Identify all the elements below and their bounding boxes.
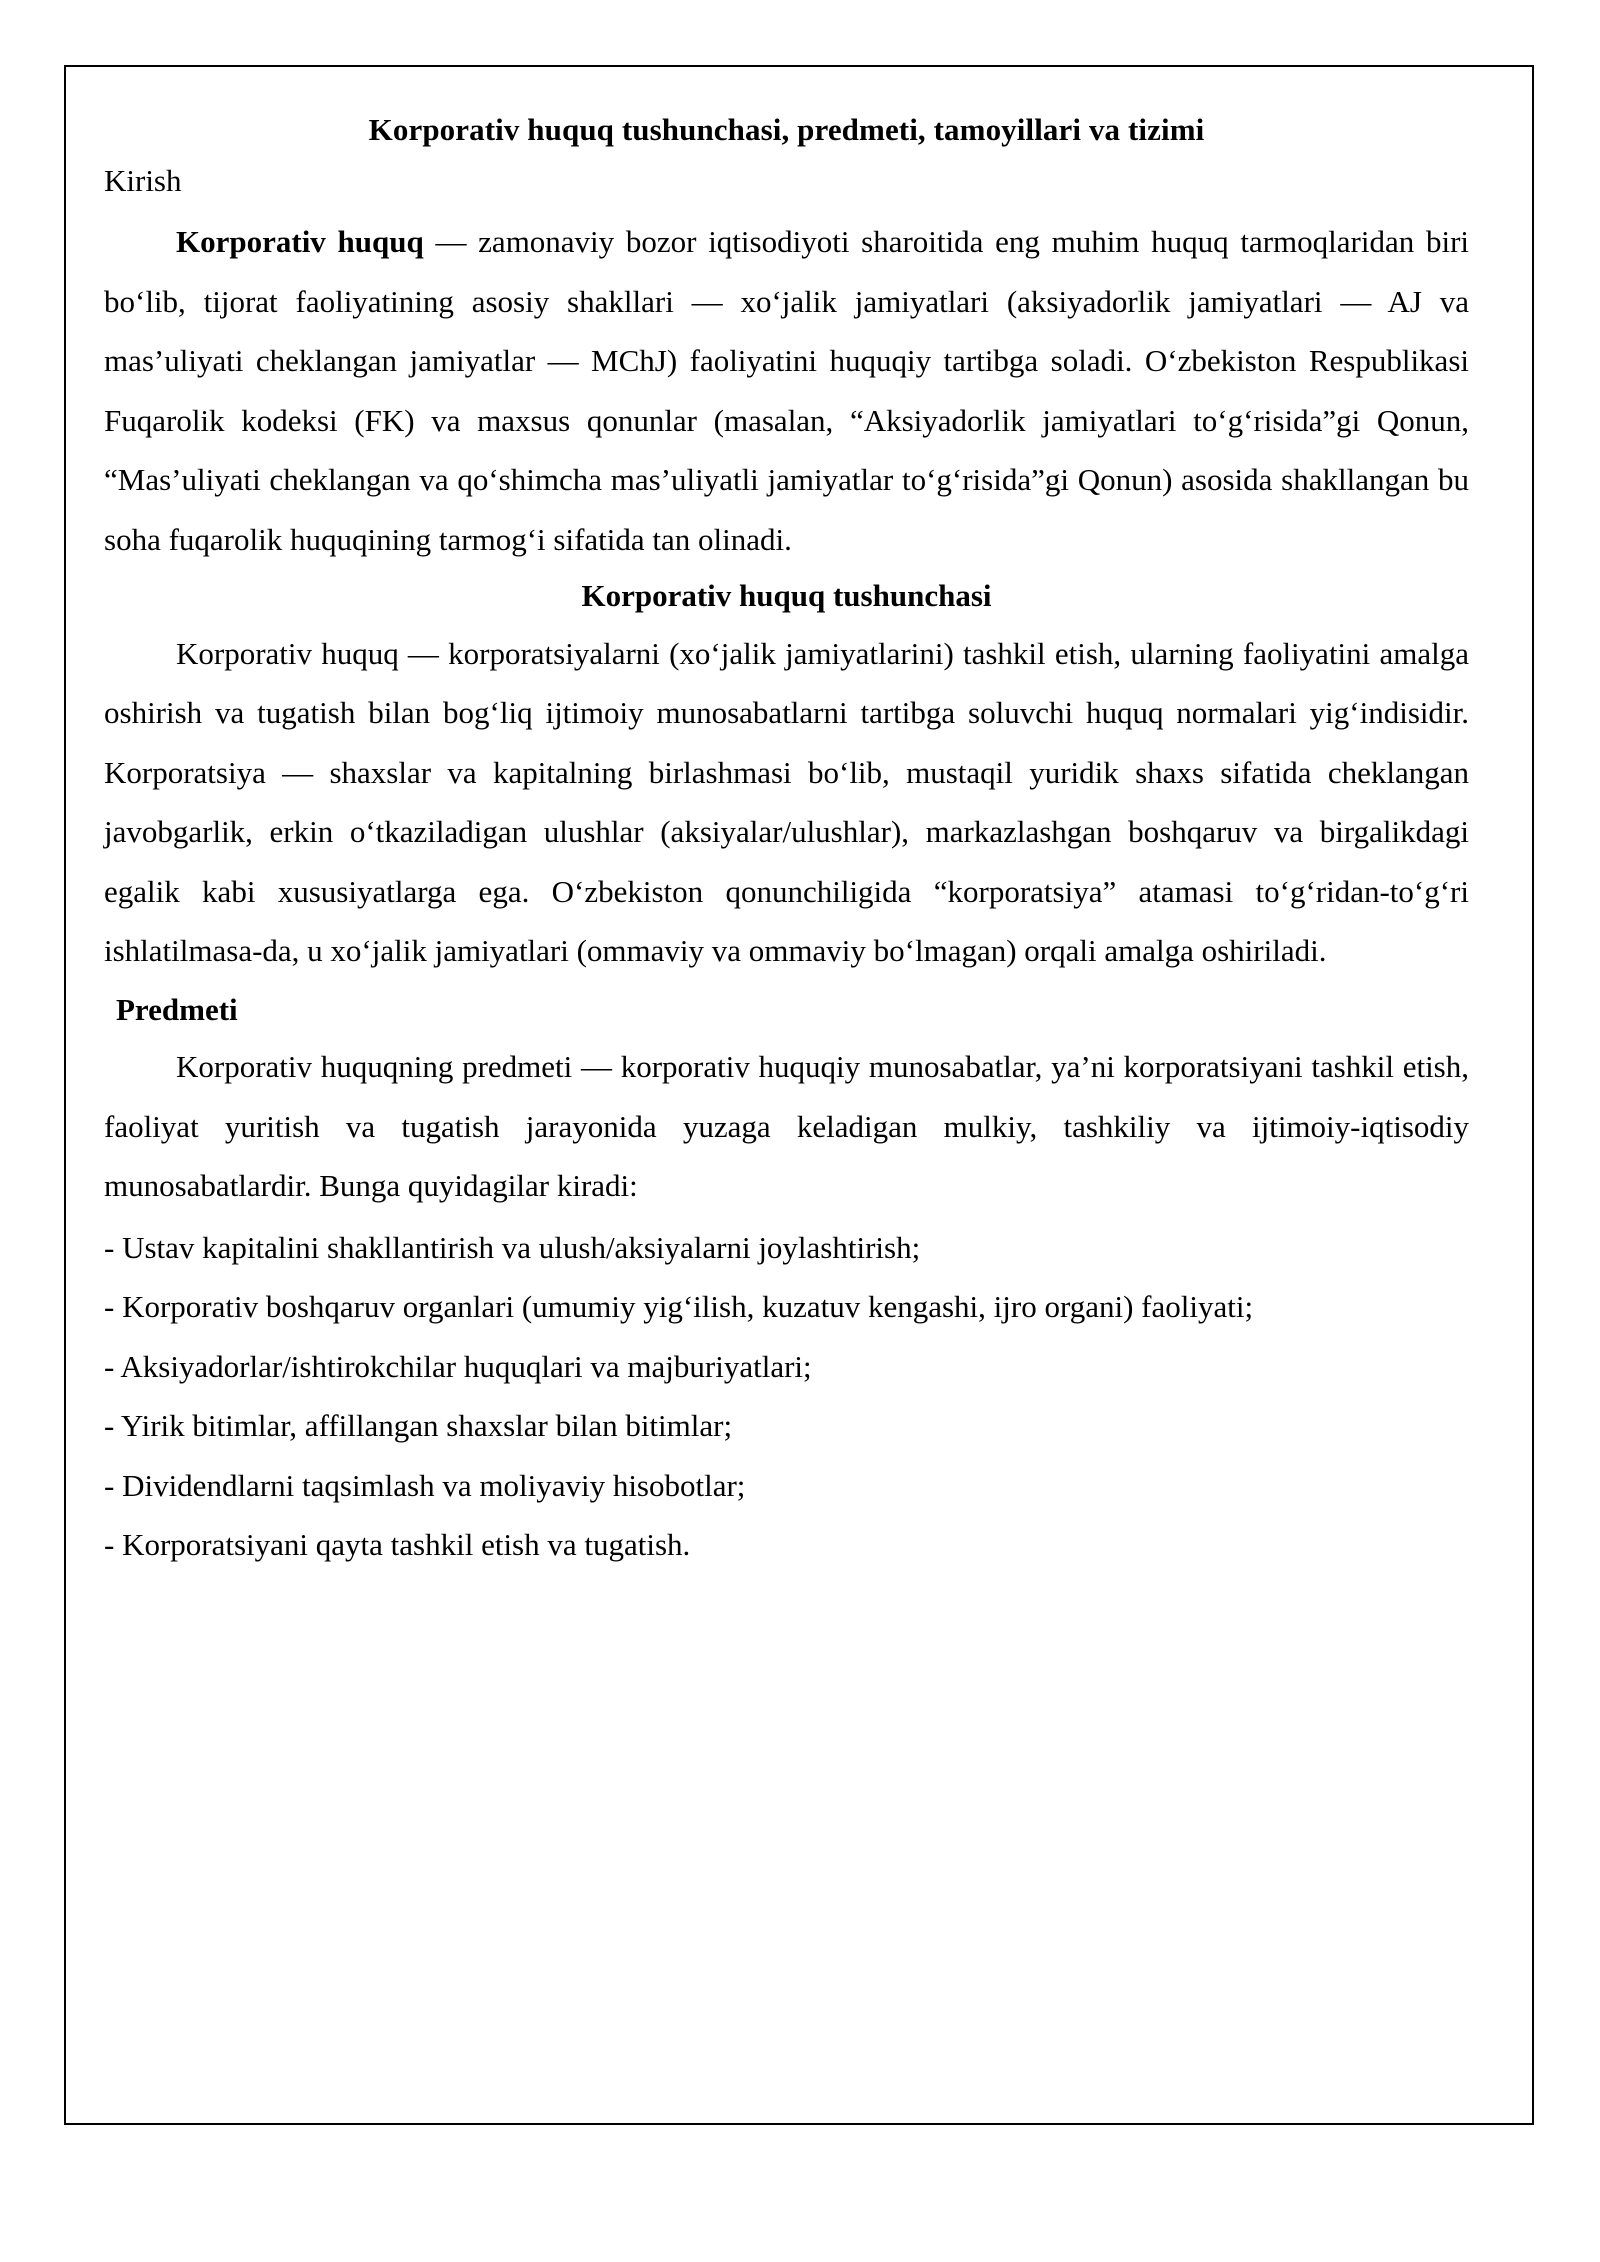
paragraph-subject: Korporativ huquqning predmeti — korporativ huquqiy munosabatlar, ya’ni korporatsiyani tashkil etish, faoliyat yuritish va tugatish jarayonida yuzaga keladigan mulkiy, tashkiliy va ijtimoiy-iqtisodiy munosabatlardir. Bunga quyidagilar kiradi: xyxy=(104,1049,1469,1204)
list-item: - Aksiyadorlar/ishtirokchilar huquqlari va majburiyatlari; xyxy=(104,1348,812,1384)
list-item: - Korporatsiyani qayta tashkil etish va tugatish. xyxy=(104,1527,691,1563)
list-item: - Ustav kapitalini shakllantirish va ulush/aksiyalarni joylashtirish; xyxy=(104,1229,921,1265)
paragraph-intro xyxy=(104,212,1469,569)
section-heading-concept: Korporativ huquq tushunchasi xyxy=(581,578,992,614)
paragraph-intro-rest: — zamonaviy bozor iqtisodiyoti sharoitida eng muhim huquq tarmoqlaridan biri bo‘lib, tijorat faoliyatining asosiy shakllari — xo‘jalik jamiyatlari (aksiyadorlik jamiyatlari — AJ va mas’uliyati cheklangan jamiyatlar — MChJ) faoliyatini huquqiy tartibga soladi. O‘zbekiston Respublikasi Fuqarolik kodeksi (FK) va maxsus qonunlar (masalan, “Aksiyadorlik jamiyatlari to‘g‘risida”gi Qonun, “Mas’uliyati cheklangan va qo‘shimcha mas’uliyatli jamiyatlar to‘g‘risida”gi Qonun) asosida shakllangan bu soha fuqarolik huquqining tarmog‘i sifatida tan olinadi. xyxy=(104,224,1470,557)
list-item: - Yirik bitimlar, affillangan shaxslar bilan bitimlar; xyxy=(104,1408,733,1444)
document-content xyxy=(104,107,1469,1575)
page-title: Korporativ huquq tushunchasi, predmeti, tamoyillari va tizimi xyxy=(368,112,1205,147)
paragraph-intro-lead: Korporativ huquq xyxy=(176,224,424,259)
section-heading-subject: Predmeti xyxy=(116,991,238,1027)
list-item: - Dividendlarni taqsimlash va moliyaviy hisobotlar; xyxy=(104,1467,746,1503)
intro-label: Kirish xyxy=(104,162,182,198)
paragraph-concept: Korporativ huquq — korporatsiyalarni (xo‘jalik jamiyatlarini) tashkil etish, ularning faoliyatini amalga oshirish va tugatish bilan bog‘liq ijtimoiy munosabatlarni tartibga soluvchi huquq normalari yig‘indisidir. Korporatsiya — shaxslar va kapitalning birlashmasi bo‘lib, mustaqil yuridik shaxs sifatida cheklangan javobgarlik, erkin o‘tkaziladigan ulushlar (aksiyalar/ulushlar), markazlashgan boshqaruv va birgalikdagi egalik kabi xususiyatlarga ega. O‘zbekiston qonunchiligida “korporatsiya” atamasi to‘g‘ridan-to‘g‘ri ishlatilmasa-da, u xo‘jalik jamiyatlari (ommaviy va ommaviy bo‘lmagan) orqali amalga oshiriladi. xyxy=(104,635,1469,969)
document-page xyxy=(64,65,1534,2125)
list-item: - Korporativ boshqaruv organlari (umumiy yig‘ilish, kuzatuv kengashi, ijro organi) faoliyati; xyxy=(104,1289,1254,1325)
